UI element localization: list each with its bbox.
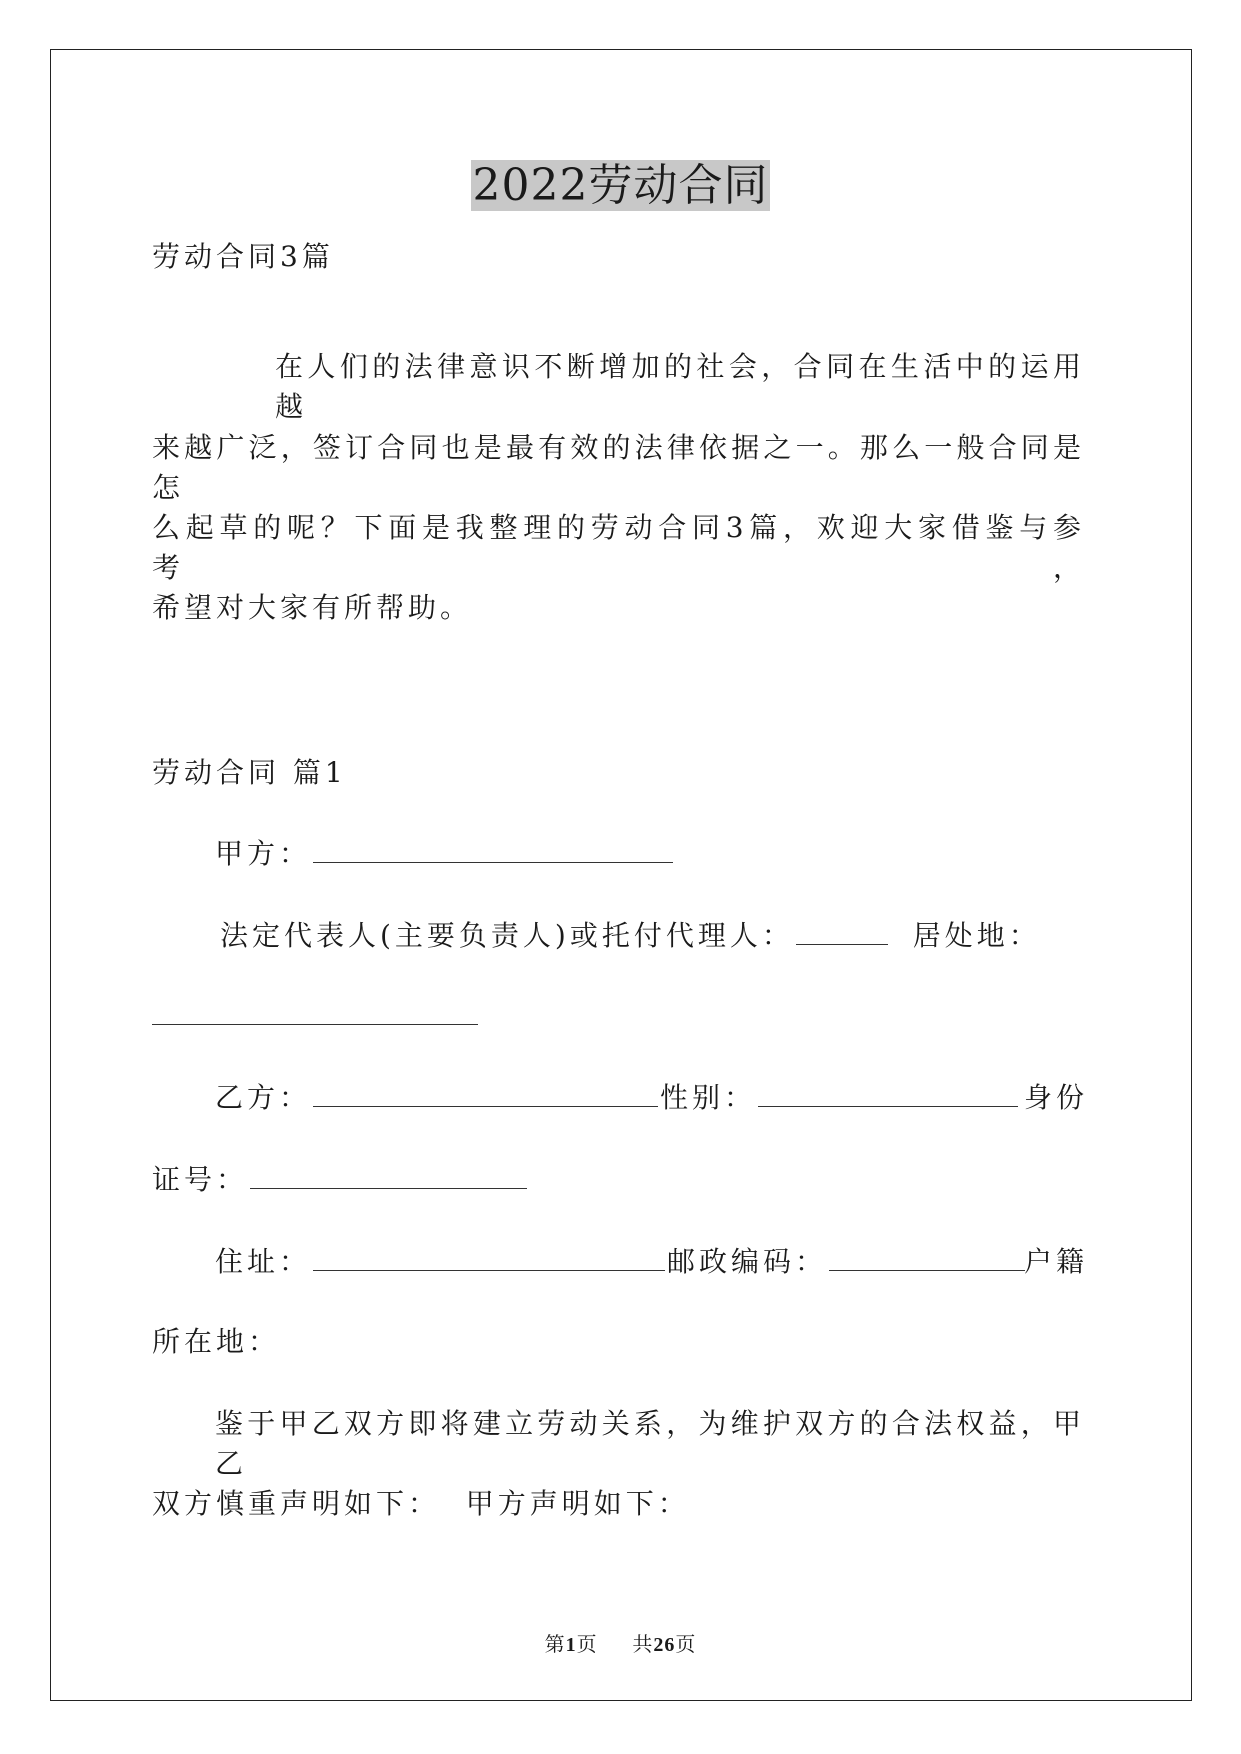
postcode-label: 邮政编码：: [667, 1245, 828, 1278]
page-footer: [0, 1630, 1241, 1659]
id-label: 证号：: [152, 1163, 249, 1196]
party-a-row: [215, 834, 675, 874]
intro-line-3: 么起草的呢？下面是我整理的劳动合同3篇，欢迎大家借鉴与参考，: [152, 511, 1085, 584]
declaration-line-1: 鉴于甲乙双方即将建立劳动关系，为维护双方的合法权益，甲乙: [215, 1407, 1085, 1480]
footer-page-prefix: 第: [544, 1632, 566, 1656]
party-b-label: 乙方：: [215, 1081, 312, 1114]
document-subtitle: 劳动合同3篇: [152, 240, 334, 273]
gender-blank[interactable]: [758, 1080, 1018, 1107]
party-a-blank[interactable]: [313, 836, 673, 863]
party-a-label: 甲方：: [215, 837, 312, 870]
postcode-blank[interactable]: [829, 1244, 1025, 1271]
residence-row: [152, 996, 480, 1036]
document-title: [0, 158, 1241, 214]
address-row: [215, 1242, 1027, 1282]
document-title-text: 2022劳动合同: [472, 160, 769, 211]
intro-line-4: 希望对大家有所帮助。: [152, 591, 473, 624]
footer-total-suffix: 页: [675, 1632, 697, 1656]
footer-page-number: 1: [565, 1634, 577, 1656]
id-row: [152, 1160, 529, 1200]
address-blank[interactable]: [313, 1244, 665, 1271]
hukou-label: 所在地：: [152, 1325, 281, 1358]
id-label-start: 身份: [1024, 1081, 1089, 1114]
footer-total-pages: 26: [653, 1634, 676, 1656]
residence-blank[interactable]: [152, 998, 478, 1025]
id-blank[interactable]: [250, 1162, 527, 1189]
intro-line-1: 在人们的法律意识不断增加的社会，合同在生活中的运用越: [275, 350, 1085, 423]
legal-rep-blank[interactable]: [796, 918, 888, 945]
address-label: 住址：: [215, 1245, 312, 1278]
footer-total-prefix: 共: [632, 1632, 654, 1656]
gender-label: 性别：: [660, 1081, 757, 1114]
declaration-line-2: 双方慎重声明如下： 甲方声明如下：: [152, 1487, 690, 1520]
section-heading: 劳动合同 篇1: [152, 756, 347, 789]
residence-label: 居处地：: [912, 919, 1041, 952]
party-b-row: [215, 1078, 1020, 1118]
footer-page-suffix: 页: [576, 1632, 598, 1656]
hukou-row: [152, 1322, 280, 1362]
intro-line-2: 来越广泛，签订合同也是最有效的法律依据之一。那么一般合同是怎: [152, 431, 1085, 504]
party-b-blank[interactable]: [313, 1080, 658, 1107]
legal-rep-row: [220, 916, 1041, 956]
hukou-label-start: 户籍: [1024, 1245, 1089, 1278]
legal-rep-label: 法定代表人(主要负责人)或托付代理人：: [220, 919, 794, 952]
